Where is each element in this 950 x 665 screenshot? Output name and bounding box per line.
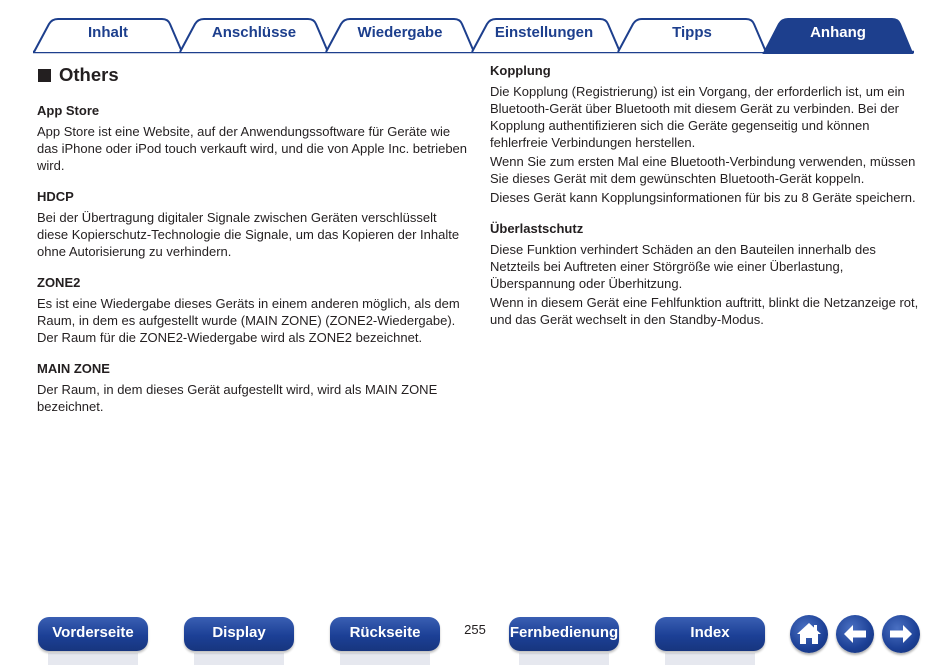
term-kopplung: Kopplung bbox=[490, 63, 551, 78]
right-column bbox=[490, 62, 920, 342]
home-icon bbox=[790, 615, 828, 653]
back-button[interactable] bbox=[836, 615, 874, 653]
desc-ueberlastschutz bbox=[490, 241, 920, 328]
term-app-store: App Store bbox=[37, 103, 100, 118]
desc-line: Bei der Übertragung digitaler Signale zwischen Geräten verschlüsselt diese Kopierschutz-Technologie die Signale, um das Kopieren der Inhalte ohne Autorisierung zu verhindern. bbox=[37, 210, 460, 259]
page-number: 255 bbox=[464, 622, 486, 637]
desc-kopplung bbox=[490, 83, 920, 206]
arrow-right-icon bbox=[882, 615, 920, 653]
desc-line: Diese Funktion verhindert Schäden an den Bauteilen innerhalb des Netzteils bei Auftreten einer Störgröße wie einer Überlastung, Überspannung oder Überhitzung. bbox=[490, 242, 876, 291]
term-zone2: ZONE2 bbox=[37, 275, 81, 290]
section-heading bbox=[37, 64, 467, 86]
index-button[interactable]: Index bbox=[655, 617, 765, 651]
desc-line: Wenn in diesem Gerät eine Fehlfunktion auftritt, blinkt die Netzanzeige rot, und das Gerät wechselt in den Standby-Modus. bbox=[490, 295, 919, 327]
tab-anschluesse[interactable]: Anschlüsse bbox=[211, 24, 297, 41]
desc-main-zone bbox=[37, 381, 467, 415]
top-tab-bar bbox=[0, 0, 950, 56]
desc-line: Der Raum, in dem dieses Gerät aufgestellt wird, wird als MAIN ZONE bezeichnet. bbox=[37, 382, 438, 414]
desc-zone2 bbox=[37, 295, 467, 346]
desc-app-store bbox=[37, 123, 467, 174]
desc-line: Die Kopplung (Registrierung) ist ein Vorgang, der erforderlich ist, um ein Bluetooth-Gerät über Bluetooth mit diesem Gerät zu verbinden. Bei der Kopplung authentifizieren sich die Geräte gegenseitig und können fehlerfreie Verbindungen herstellen. bbox=[490, 84, 905, 150]
forward-button[interactable] bbox=[882, 615, 920, 653]
term-hdcp: HDCP bbox=[37, 189, 74, 204]
desc-line: Es ist eine Wiedergabe dieses Geräts in einem anderen möglich, als dem Raum, in dem es aufgestellt wurde (MAIN ZONE) (ZONE2-Wiedergabe). Der Raum für die ZONE2-Wiedergabe wird als ZONE2 bezeichnet. bbox=[37, 296, 460, 345]
rueckseite-button[interactable]: Rückseite bbox=[330, 617, 440, 651]
tab-tipps[interactable]: Tipps bbox=[672, 24, 712, 41]
term-ueberlastschutz: Überlastschutz bbox=[490, 221, 584, 236]
desc-line: App Store ist eine Website, auf der Anwendungssoftware für Geräte wie das iPhone oder iPod touch verkauft wird, und die von Apple Inc. betrieben wird. bbox=[37, 124, 468, 173]
tab-inhalt[interactable]: Inhalt bbox=[88, 24, 128, 41]
home-button[interactable] bbox=[790, 615, 828, 653]
fernbedienung-button[interactable]: Fernbedienung bbox=[509, 617, 619, 651]
desc-line: Dieses Gerät kann Kopplungsinformationen für bis zu 8 Geräte speichern. bbox=[490, 190, 916, 205]
desc-hdcp bbox=[37, 209, 467, 260]
display-button[interactable]: Display bbox=[184, 617, 294, 651]
left-column bbox=[37, 62, 467, 429]
tab-anhang[interactable]: Anhang bbox=[810, 24, 866, 41]
tab-einstellungen[interactable]: Einstellungen bbox=[494, 24, 594, 41]
arrow-left-icon bbox=[836, 615, 874, 653]
section-title: Others bbox=[59, 64, 119, 85]
square-bullet-icon bbox=[38, 69, 51, 82]
term-main-zone: MAIN ZONE bbox=[37, 361, 110, 376]
desc-line: Wenn Sie zum ersten Mal eine Bluetooth-Verbindung verwenden, müssen Sie dieses Gerät mit dem gewünschten Bluetooth-Gerät koppeln. bbox=[490, 154, 916, 186]
tab-wiedergabe[interactable]: Wiedergabe bbox=[357, 24, 443, 41]
vorderseite-button[interactable]: Vorderseite bbox=[38, 617, 148, 651]
